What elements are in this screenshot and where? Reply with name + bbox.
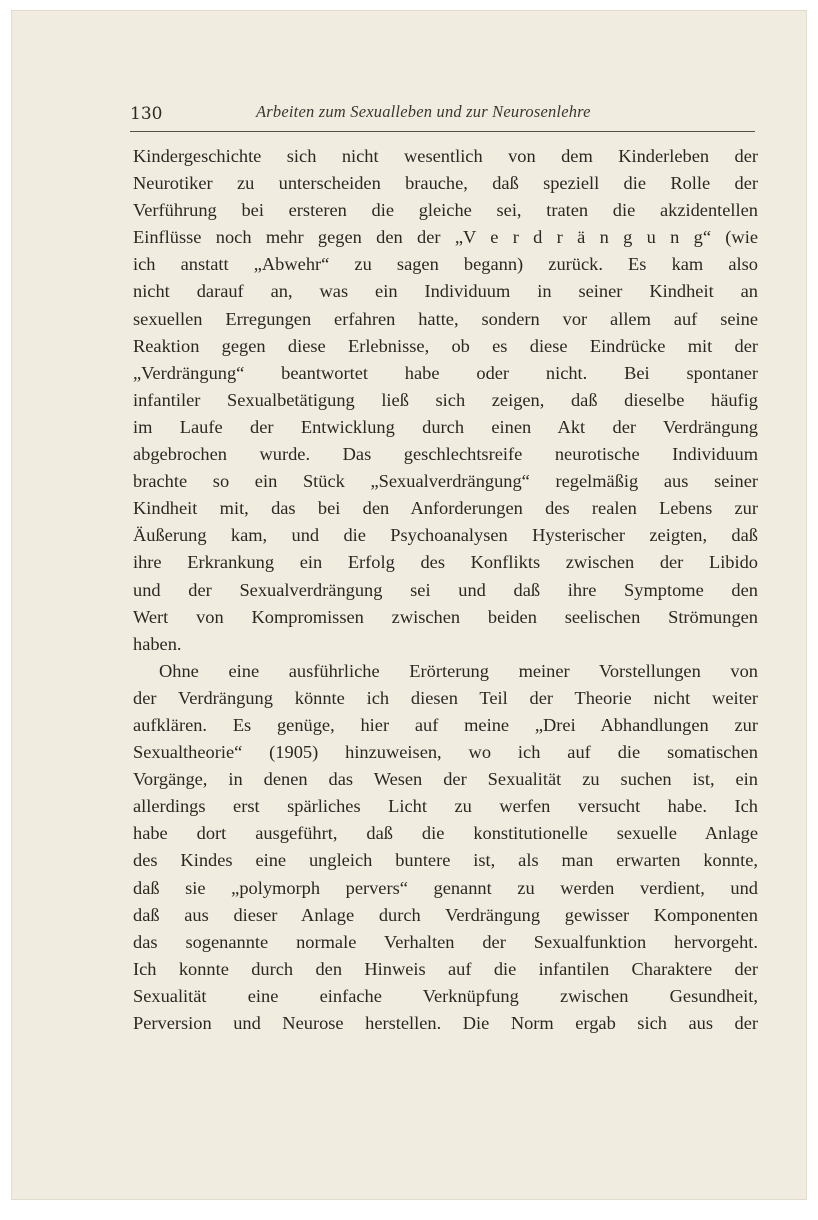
paragraph [133,143,758,658]
text-line: im Laufe der Entwicklung durch einen Akt der Verdrängung [133,416,758,437]
page-number: 130 [130,104,163,124]
text-line: Reaktion gegen diese Erlebnisse, ob es diese Eindrücke mit der [133,335,758,356]
text-line: Kindheit mit, das bei den Anforderungen des realen Lebens zur [133,498,758,519]
text-line: Perversion und Neurose herstellen. Die Norm ergab sich aus der [133,1013,758,1033]
text-line: „Verdrängung“ beantwortet habe oder nicht. Bei spontaner [133,362,758,383]
text-line: Wert von Kompromissen zwischen beiden seelischen Strömungen [133,606,758,627]
text-line: Äußerung kam, und die Psychoanalysen Hysterischer zeigten, daß [133,525,758,546]
text-line: Kindergeschichte sich nicht wesentlich von dem Kinderleben der [133,146,758,166]
text-line: Einflüsse noch mehr gegen den der „V e r d r ä n g u n g“ (wie [133,227,758,248]
text-line: Verführung bei ersteren die gleiche sei, traten die akzidentellen [133,200,758,221]
text-line: Sexualität eine einfache Verknüpfung zwischen Gesundheit, [133,985,758,1006]
text-line: daß aus dieser Anlage durch Verdrängung gewisser Komponenten [133,904,758,925]
header-rule [130,131,755,132]
page-header [130,104,755,130]
paragraph [133,658,758,1037]
text-line: ich anstatt „Abwehr“ zu sagen begann) zurück. Es kam also [133,254,758,275]
text-line: brachte so ein Stück „Sexualverdrängung“ regelmäßig aus seiner [133,471,758,492]
running-head: Arbeiten zum Sexualleben und zur Neurosenlehre [256,102,591,121]
text-line: nicht darauf an, was ein Individuum in seiner Kindheit an [133,281,758,302]
text-line: ihre Erkrankung ein Erfolg des Konflikts zwischen der Libido [133,552,758,573]
text-line: Neurotiker zu unterscheiden brauche, daß speziell die Rolle der [133,173,758,194]
text-line: Ich konnte durch den Hinweis auf die infantilen Charaktere der [133,958,758,979]
text-line: Sexualtheorie“ (1905) hinzuweisen, wo ich auf die somatischen [133,742,758,763]
text-line: das sogenannte normale Verhalten der Sexualfunktion hervorgeht. [133,931,758,952]
text-line: der Verdrängung könnte ich diesen Teil der Theorie nicht weiter [133,687,758,708]
text-line: des Kindes eine ungleich buntere ist, als man erwarten konnte, [133,850,758,871]
text-line: sexuellen Erregungen erfahren hatte, sondern vor allem auf seine [133,308,758,329]
text-line: abgebrochen wurde. Das geschlechtsreife neurotische Individuum [133,444,758,465]
text-line: daß sie „polymorph pervers“ genannt zu werden verdient, und [133,877,758,898]
text-line: und der Sexualverdrängung sei und daß ihre Symptome den [133,579,758,600]
text-line: Ohne eine ausführliche Erörterung meiner Vorstellungen von [159,660,758,681]
text-line: habe dort ausgeführt, daß die konstitutionelle sexuelle Anlage [133,823,758,844]
body-text [133,143,758,1037]
text-line: allerdings erst spärliches Licht zu werfen versucht habe. Ich [133,796,758,817]
text-line: aufklären. Es genüge, hier auf meine „Drei Abhandlungen zur [133,714,758,735]
text-line: infantiler Sexualbetätigung ließ sich zeigen, daß dieselbe häufig [133,389,758,410]
text-line: Vorgänge, in denen das Wesen der Sexualität zu suchen ist, ein [133,769,758,790]
text-line: haben. [133,633,182,654]
